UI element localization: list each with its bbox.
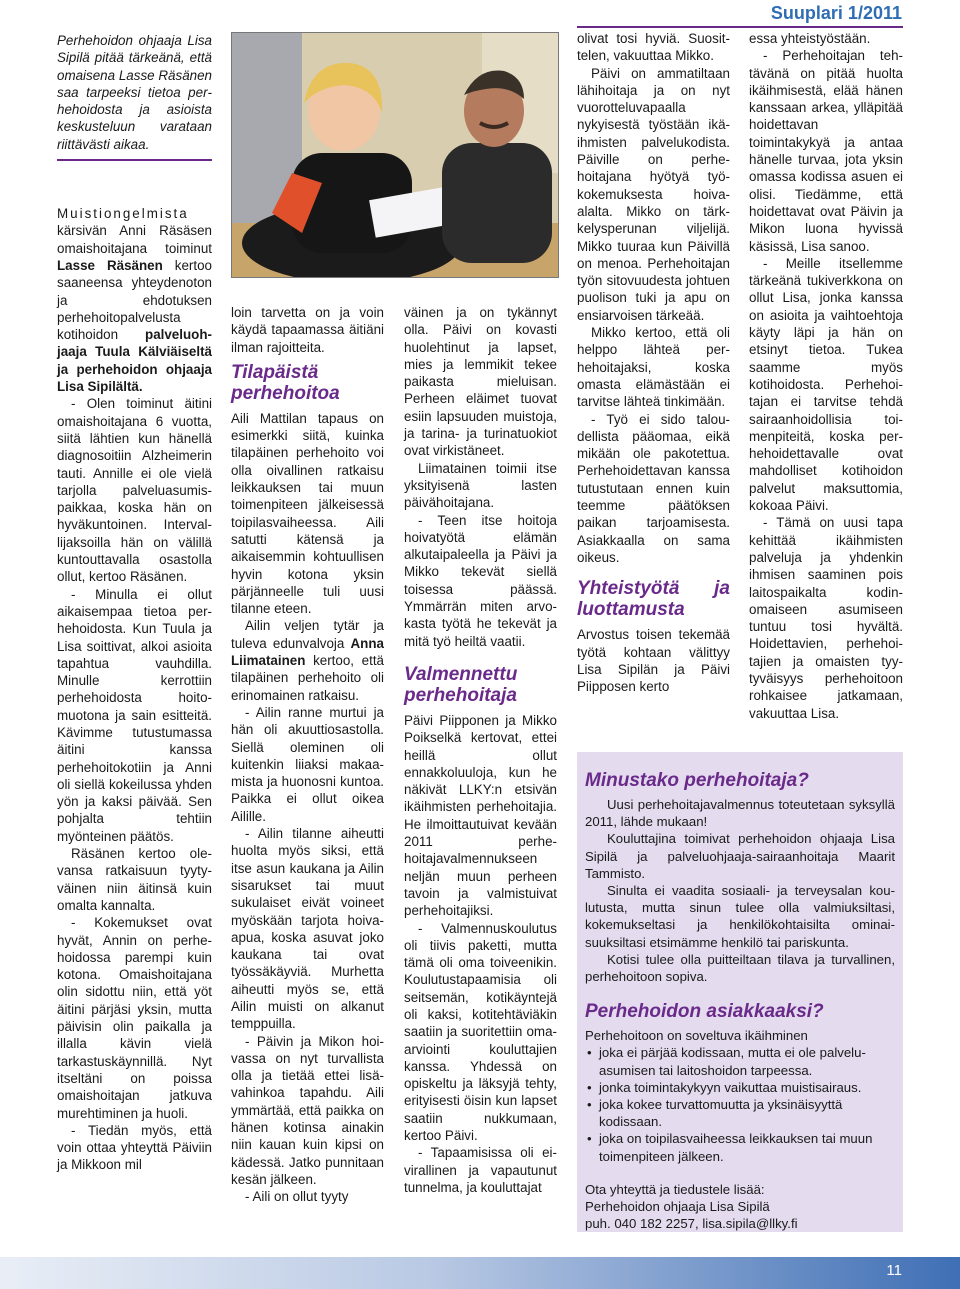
paragraph: loin tarvetta on ja voin käydä tapaamassa äitiäni ilman rajoitteita. — [231, 305, 384, 355]
intro-names-staff: palveluohjaaja Tuula Kälviäiseltä ja perhehoidon ohjaaja Lisa Sipilältä. — [57, 327, 212, 395]
article-kicker: Muistiongelmista — [57, 206, 189, 222]
box-paragraph: Sinulta ei vaadita sosiaali- ja terveysalan koulutusta, mutta sinun tulee olla valmiuksiltasi, kokemukseltasi ja henkilökohtaisilta ominaisuuksiltasi etsimämme henkilö tai pariskunta. — [585, 883, 895, 950]
box-paragraph: Perhehoitoon on soveltuva ikäihminen — [585, 1028, 808, 1044]
paragraph: - Valmennuskoulutus oli tiivis paketti, mutta tämä oli oma toiveenikin. Koulutustapaamisia oli seitsemän, kotikäyntejä oli kaksi, kotitehtäviäkin saatiin ja suoritettiin oma-arviointi kouluttajien kanssa. Yhdessä on opiskeltu ja läksyjä tehty, erityisesti öisin kun lapset saatiin nukkumaan, kertoo Päivi. — [404, 920, 557, 1144]
paragraph: - Aili on ollut tyyty — [245, 1189, 349, 1205]
intro-text-b: kertoo saaneensa yhteydenoton ja ehdotuksen perhehoitopalvelusta kotihoidon — [57, 257, 212, 343]
text: Ailin veljen tytär ja tuleva edunvalvoja — [231, 618, 384, 651]
box-paragraph: Kotisi tulee olla puitteiltaan tilava ja turvallinen, perhehoitoon sopiva. — [585, 951, 895, 985]
paragraph: väinen ja on tykännyt olla. Päivi on kovasti huolehtinut ja lapset, mies ja lemmikit tekee paikasta mieluisan. Perheen eläimet tuovat esiin lapsuuden muistoja, ja tarina- ja turinatuokiot ovat virkistäneet. — [404, 305, 557, 459]
contact-line: puh. 040 182 2257, lisa.sipila@llky.fi — [585, 1216, 798, 1232]
column-5 — [749, 30, 903, 722]
article-photo — [231, 32, 559, 278]
list-item: • joka kokee turvattomuutta ja yksinäisyyttä kodissaan. — [599, 1096, 895, 1130]
list-item: • joka ei pärjää kodissaan, mutta ei ole palveluasumisen tai laitoshoidon tarpeessa. — [599, 1044, 895, 1078]
paragraph: Päivi Piipponen ja Mikko Poikselkä kertovat, ettei heillä ollut ennakkoluuloja, kun he näkivät LLKY:n etsivän ikäihmisten perhehoitajia. He ilmoittautuivat kevään 2011 perhehoitajavalmennukseen neljän muun perheen tavoin ja valmistuivat perhehoitajiksi. — [404, 712, 557, 919]
photo-illustration — [232, 33, 558, 277]
paragraph: olivat tosi hyviä. Suosittelen, vakuuttaa Mikko. — [577, 31, 730, 64]
paragraph: - Tiedän myös, että voin ottaa yhteyttä Päiviin ja Mikkoon mil — [57, 1122, 212, 1173]
column-1 — [57, 32, 212, 1174]
header-rule — [577, 26, 903, 28]
paragraph: Aili Mattilan tapaus on esimerkki siitä, kuinka tilapäinen perhehoito voi olla oivallinen ratkaisu leikkauksen tai muun toimenpiteen jälkeisessä toipilasvaiheessa. Aili satutti kätensä ja aikaisemmin kohtuullisen hyvin kotona yksin pärjänneelle tuli uusi tilanne eteen. — [231, 410, 384, 617]
paragraph: Arvostus toisen tekemää työtä kohtaan välittyy Lisa Sipilän ja Päivi Piipposen kerto — [577, 627, 730, 695]
paragraph: - Perhehoitajan tehtävänä on pitää huolta ikäihmisestä, elää hänen kanssaan arkea, ylläpitää hoidettavan toimintakykyä ja antaa hänelle turvaa, jota yksin omassa kodissa asuen ei olisi. Tiedämme, että hoidettavat ovat Päivin ja Mikon luona hyvissä käsissä, Lisa sanoo. — [749, 48, 903, 254]
name-anna: Anna Liimatainen — [231, 635, 384, 669]
paragraph: Räsänen kertoo olevansa ratkaisuun tyytyväinen niin äitinsä kuin omalta kannalta. — [57, 846, 212, 913]
page-number: 11 — [886, 1262, 902, 1279]
caption-rule — [57, 159, 212, 161]
text: kertoo, että tilapäinen perhehoito oli erinomainen ratkaisu. — [231, 653, 384, 703]
info-box — [577, 752, 903, 1232]
paragraph: Päivi on ammatiltaan lähihoitaja ja on nyt vuorotteluvapaalla nykyisestä työstään ikäihmisten palvelukodista. Päiville on perhehoitajana hyötyä työkokemuksesta hoivaalalta. Mikko on tärkkelysperunan viljelijä. Mikko tuuraa kun Päivillä on menoa. Perhehoitajan työn sitovuudesta johtuen puolison tuki ja apu on ensiarvoisen tärkeää. — [577, 65, 730, 323]
paragraph: - Minulla ei ollut aikaisempaa tietoa perhehoidosta. Kun Tuula ja Lisa soittivat, alkoi asioita tapahtua vauhdilla. Minulle kerrottiin perhehoidosta hoitomuotona ja sain esitteitä. Kävimme tutustumassa äitini kanssa perhehoitokotiin ja Anni oli siellä kokeilussa yhden yön ja kaksi päivää. Sen pohjalta tehtiin myönteinen päätös. — [57, 586, 212, 844]
list-item: • jonka toimintakykyyn vaikuttaa muistisairaus. — [599, 1079, 895, 1096]
paragraph: - Ailin tilanne aiheutti huolta myös siksi, että itse asun kaukana ja Ailin sisarukset tai muut sukulaiset eivät voineet myöskään tarjota hoiva-apua, koska asuvat joko kaukana tai ovat työssäkäyviä. Murhetta aiheutti myös se, että Ailin muisti on alkanut temppuilla. — [231, 826, 384, 1032]
box-paragraph: Uusi perhehoitajavalmennus toteutetaan syksyllä 2011, lähde mukaan! — [585, 797, 895, 830]
column-4 — [577, 30, 730, 695]
paragraph: Liimatainen toimii itse yksityisenä lasten päivähoitajana. — [404, 460, 557, 511]
column-2 — [231, 304, 384, 1206]
intro-text-a: kärsivän Anni Räsäsen omaishoitajana toiminut — [57, 223, 212, 256]
subheading-tilapaista: Tilapäistä perhehoitoa — [231, 361, 340, 404]
photo-caption: Perhehoidon ohjaaja Lisa Sipilä pitää tärkeänä, että omaisena Lasse Räsänen saa tarpeeksi tietoa perhehoidosta ja asioista keskusteluun varataan riittävästi aikaa. — [57, 33, 212, 152]
paragraph: - Meille itsellemme tärkeänä tukiverkkona on ollut Lisa, jonka kanssa on asioita ja vaihtoehtoja käyty läpi ja hän on etsinyt tietoa. Tukea saamme myös kotihoidosta. Perhehoitajan ei tarvitse tehdä sairaanhoidollisia toimenpiteitä, koska perhehoidettavalle ovat mahdolliset kotihoidon palvelut maksuttomia, kokoaa Päivi. — [749, 255, 903, 514]
issue-label: Suuplari 1/2011 — [770, 3, 902, 23]
criteria-list — [585, 1044, 895, 1164]
paragraph: - Tämä on uusi tapa kehittää ikäihmisten palveluja ja yhdenkin ihmisen saaminen pois laitospaikalta kodinomaiseen asumiseen tuntuu tosi hyvältä. Hoidettavien, perhehoitajien ja omaisten tyytyväisyys perhehoitoon rohkaisee jatkamaan, vakuuttaa Lisa. — [749, 515, 903, 721]
contact-line: Perhehoidon ohjaaja Lisa Sipilä — [585, 1199, 770, 1215]
paragraph: - Ailin ranne murtui ja hän oli akuuttiosastolla. Siellä oleminen oli kuitenkin liiaksi makaamista ja huonosni kuntoa. Paikka ei ollut oikea Ailille. — [231, 704, 384, 824]
paragraph: - Olen toiminut äitini omaishoitajana 6 vuotta, siitä lähtien kun hänellä diagnosoitiin Alzheimerin tauti. Annille ei ole vielä tarjolla palveluasumispaikkaa, koska hän on hyväkuntoinen. Intervallijaksoilla hän on välillä kuntouttavalla osastolla ollut, kertoo Räsänen. — [57, 396, 212, 585]
subheading-yhteistyota: Yhteistyötä ja luottamusta — [577, 578, 730, 621]
subheading-valmennettu: Valmennettu perhehoitaja — [404, 663, 518, 706]
column-3 — [404, 304, 557, 1196]
paragraph: - Päivin ja Mikon hoivassa on nyt turvallista olla ja tietää ettei lisävahinkoa tapahdu. Aili ymmärtää, että paikka on hänen kotinsa ainakin niin kauan kuin kipsi on kädessä. Jatko punnitaan kesän jälkeen. — [231, 1033, 384, 1187]
paragraph: essa yhteistyöstään. — [749, 31, 871, 46]
list-item: • joka on toipilasvaiheessa leikkauksen tai muun toimenpiteen jälkeen. — [599, 1130, 895, 1164]
paragraph: - Teen itse hoitoja hoivatyötä elämän alkutaipaleella ja Päivi ja Mikko tekevät siellä toisessa päässä. Ymmärrän miten arvokasta työtä he tekevät ja mitä työ heiltä vaatii. — [404, 512, 557, 649]
footer-bar — [0, 1257, 960, 1289]
paragraph: - Tapaamisissa oli eivirallinen ja vapautunut tunnelma, ja kouluttajat — [404, 1145, 557, 1195]
paragraph: Mikko kertoo, että oli helppo lähteä perhehoitajaksi, koska omasta elämästään ei tarvitse lähteä tinkimään. — [577, 325, 730, 410]
contact-line: Ota yhteyttä ja tiedustele lisää: — [585, 1181, 765, 1197]
box-heading-asiakkaaksi: Perhehoidon asiakkaaksi? — [585, 1001, 824, 1023]
paragraph: - Kokemukset ovat hyvät, Annin on perhehoidossa parempi kuin kotona. Omaishoitajana olin sidottu niin, että yöt äitini pärjäsi yksin, mutta päivisin olin paikalla ja illalla kävin vielä tarkastuskäynnillä. Nyt itseltäni on poissa omaishoitajan jatkuva murehtiminen ja huoli. — [57, 915, 212, 1121]
intro-name-lasse: Lasse Räsänen — [57, 257, 163, 273]
paragraph: - Työ ei sido taloudellista pääomaa, eikä mikään ole pakotettua. Perhehoidettavan kanssa tutustutaan ennen kuin teemme päätöksen paikan tarjoamisesta. Asiakkaalla on sama oikeus. — [577, 411, 730, 565]
box-paragraph: Kouluttajina toimivat perhehoidon ohjaaja Lisa Sipilä ja palveluohjaaja-sairaanhoitaja Maarit Tammisto. — [585, 831, 895, 881]
box-heading-minustako: Minustako perhehoitaja? — [585, 770, 809, 791]
